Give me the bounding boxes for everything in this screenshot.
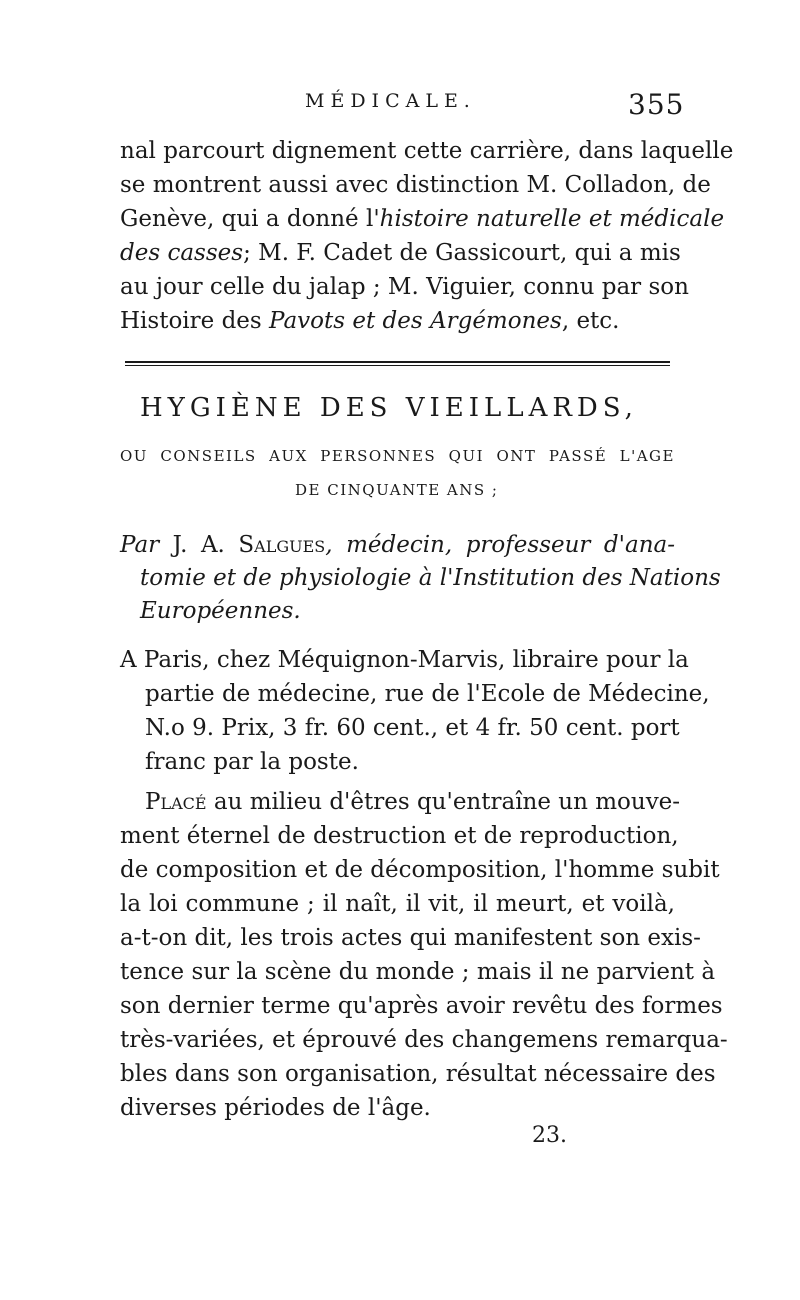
text-line: de composition et de décomposition, l'homme subit [120, 857, 720, 883]
section-subtitle: OU CONSEILS AUX PERSONNES QUI ONT PASSÉ L'AGE [120, 447, 675, 465]
text-span: au milieu d'êtres qu'entraîne un mouve- [206, 789, 681, 815]
text-span-italic: Par [120, 532, 160, 558]
text-line [120, 238, 681, 268]
text-line: diverses périodes de l'âge. [120, 1095, 431, 1121]
text-span: Genève, qui a donné l' [120, 206, 380, 232]
text-line [120, 204, 725, 234]
text-line: ment éternel de destruction et de reproduction, [120, 823, 679, 849]
text-line: a-t-on dit, les trois actes qui manifestent son exis- [120, 925, 701, 951]
text-line: A Paris, chez Méquignon-Marvis, libraire pour la [120, 647, 689, 673]
text-span: Histoire des [120, 308, 270, 334]
text-line: très-variées, et éprouvé des changemens remarqua- [120, 1027, 728, 1053]
text-line: Européennes. [140, 598, 301, 624]
text-span-italic: histoire naturelle et médicale [379, 206, 725, 232]
text-line [120, 530, 675, 560]
text-span: , etc. [561, 308, 620, 334]
text-line [145, 787, 681, 817]
text-line: tomie et de physiologie à l'Institution des Nations [140, 565, 721, 591]
section-subtitle: DE CINQUANTE ANS ; [295, 481, 499, 499]
signature-mark: 23. [532, 1123, 567, 1148]
text-line: son dernier terme qu'après avoir revêtu des formes [120, 993, 723, 1019]
text-line: se montrent aussi avec distinction M. Colladon, de [120, 172, 711, 198]
author-name: Salgues [238, 532, 326, 558]
text-line: la loi commune ; il naît, il vit, il meurt, et voilà, [120, 891, 675, 917]
running-head: MÉDICALE. [305, 90, 476, 112]
text-span-italic: Pavots et des Argémones [269, 308, 562, 334]
text-span: ; M. F. Cadet de Gassicourt, qui a mis [243, 240, 681, 266]
text-line: N.o 9. Prix, 3 fr. 60 cent., et 4 fr. 50 cent. port [145, 715, 680, 741]
section-title: HYGIÈNE DES VIEILLARDS, [140, 393, 638, 423]
text-line: partie de médecine, rue de l'Ecole de Médecine, [145, 681, 710, 707]
page-number: 355 [628, 88, 685, 121]
text-line: au jour celle du jalap ; M. Viguier, connu par son [120, 274, 689, 300]
text-line: tence sur la scène du monde ; mais il ne parvient à [120, 959, 716, 985]
text-line [120, 306, 620, 336]
text-line: nal parcourt dignement cette carrière, dans laquelle [120, 138, 734, 164]
text-span-italic: des casses [120, 240, 244, 266]
drop-word: Placé [145, 789, 207, 815]
text-span-italic: , médecin, professeur d'ana- [325, 532, 675, 558]
text-line: bles dans son organisation, résultat nécessaire des [120, 1061, 716, 1087]
text-span: J. A. [159, 532, 239, 558]
text-line: franc par la poste. [145, 749, 359, 775]
section-divider [125, 361, 670, 366]
